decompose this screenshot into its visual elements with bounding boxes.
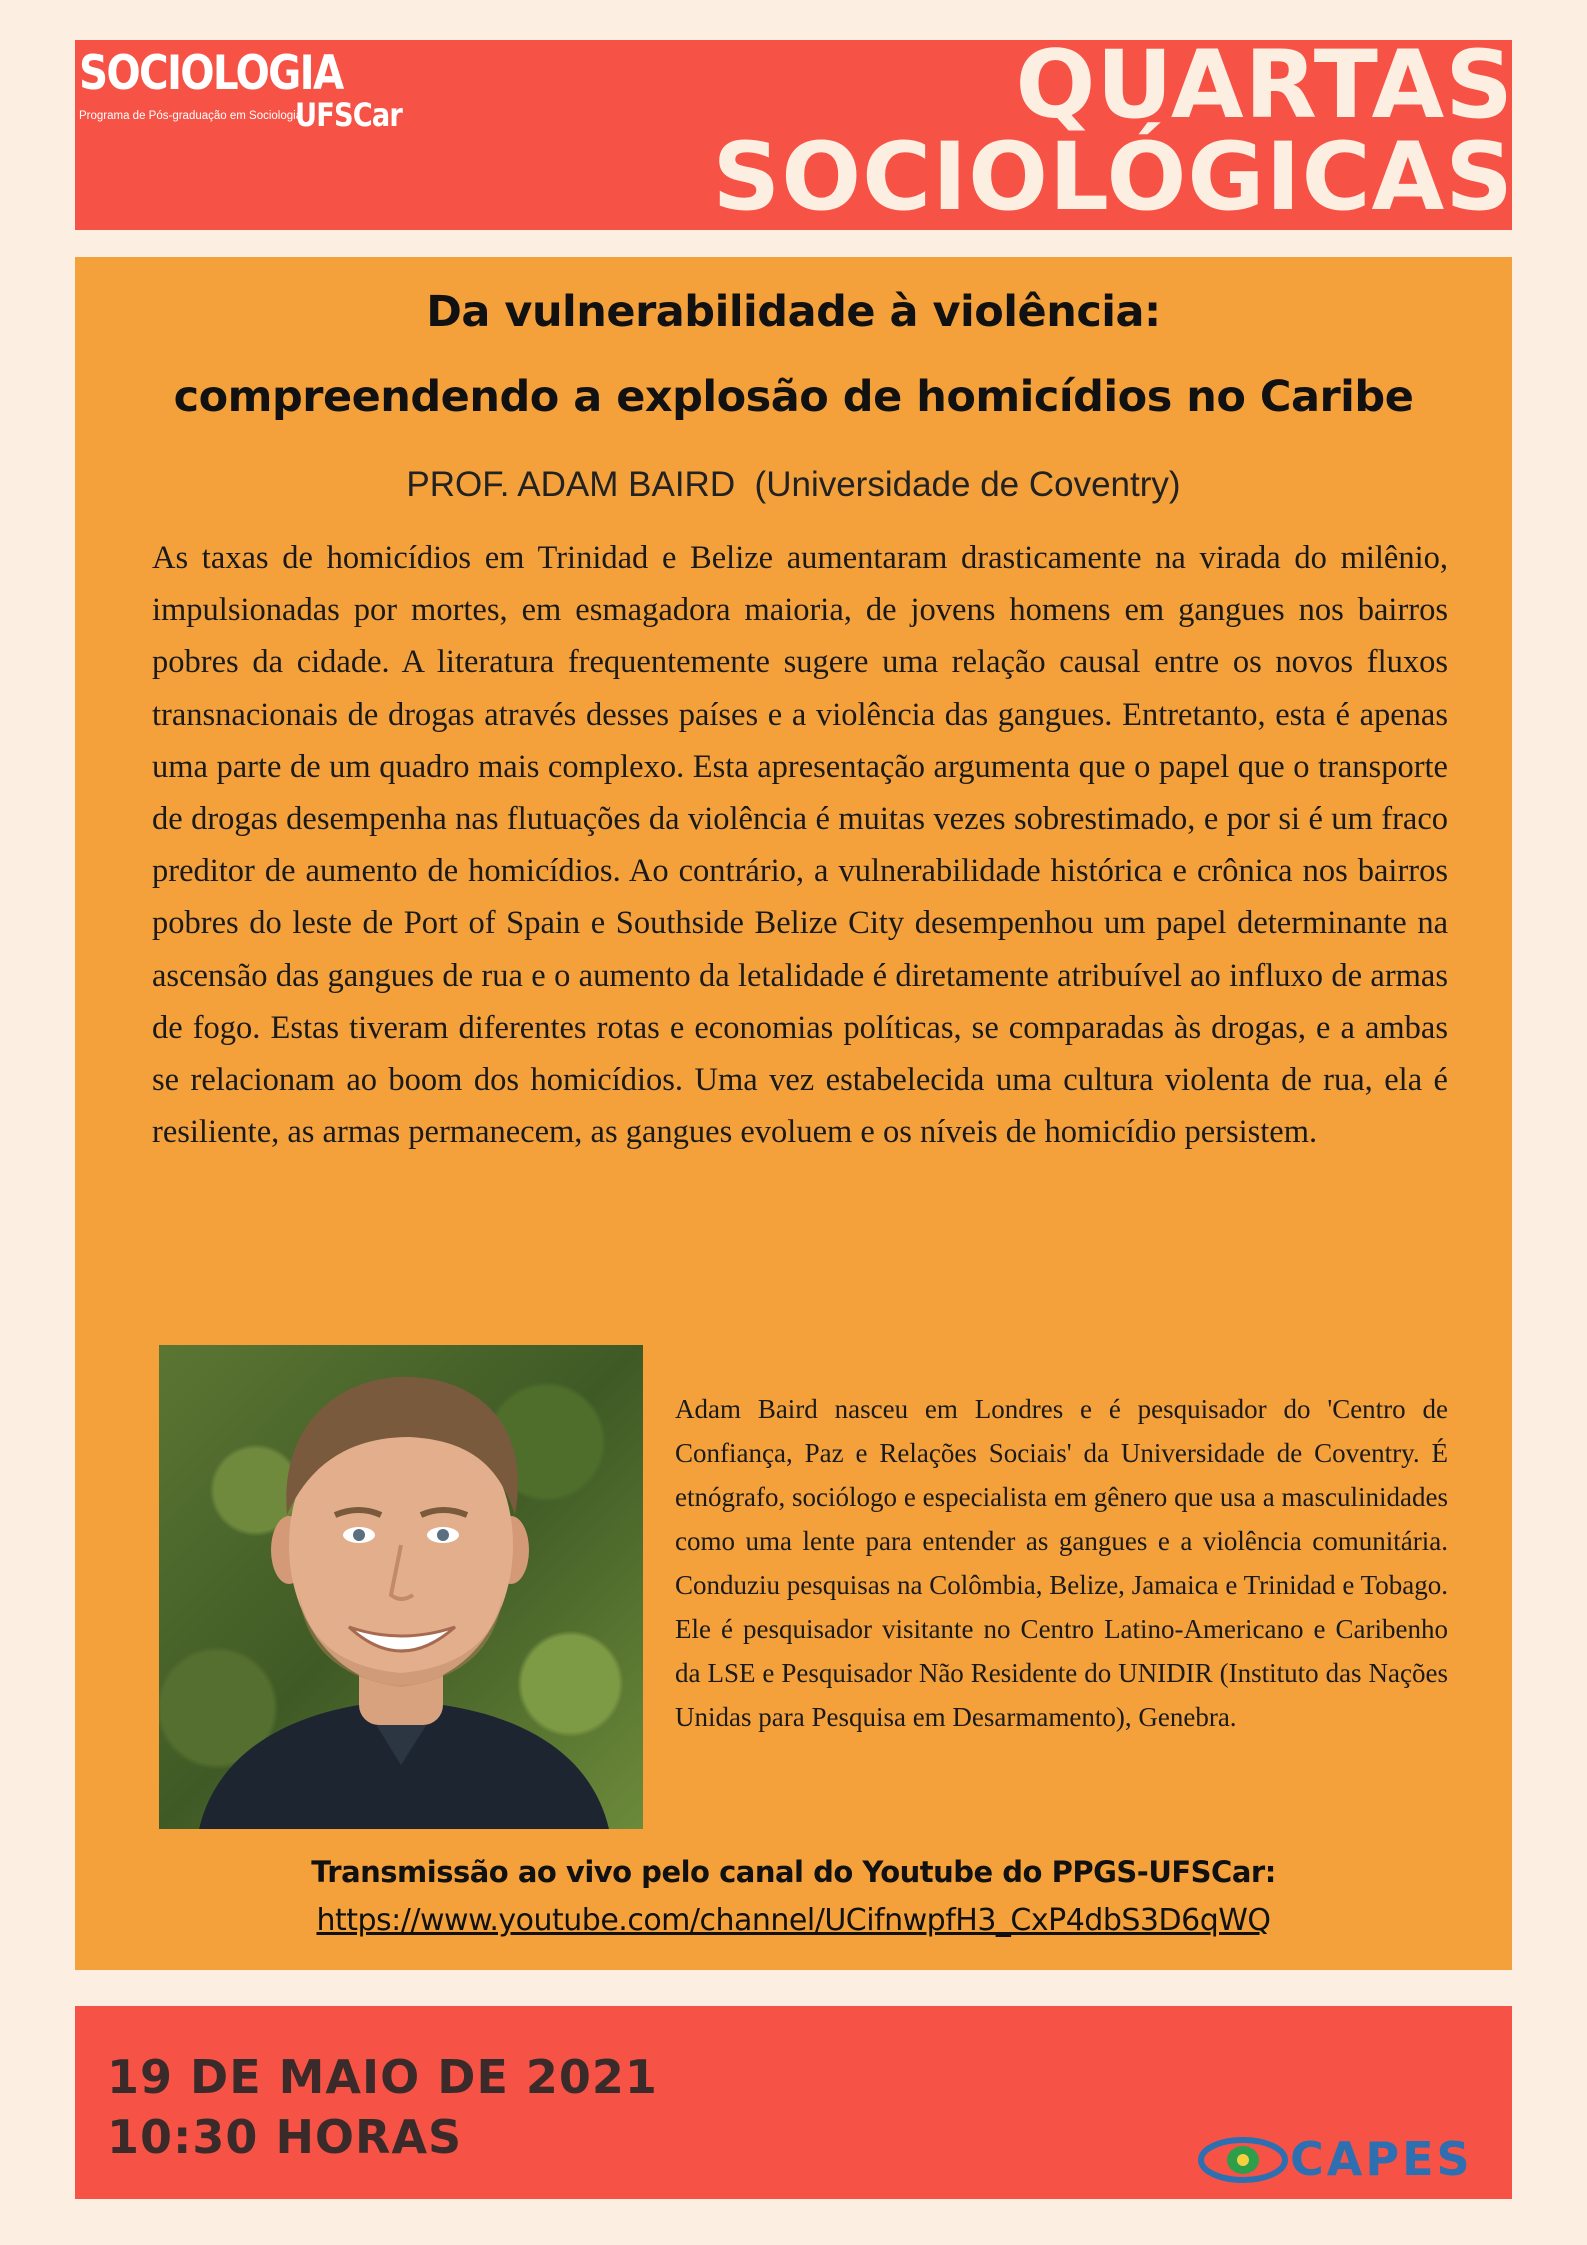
talk-panel (75, 257, 1512, 1970)
youtube-channel-link[interactable]: https://www.youtube.com/channel/UCifnwpfH3_CxP4dbS3D6qWQ (316, 1903, 1271, 1938)
speaker-bio: Adam Baird nasceu em Londres e é pesquisador do 'Centro de Confiança, Paz e Relações Sociais' da Universidade de Coventry. É etnógrafo, sociólogo e especialista em gênero que usa a masculinidades como uma lente para entender as gangues e a violência comunitária. Conduziu pesquisas na Colômbia, Belize, Jamaica e Trinidad e Tobago. Ele é pesquisador visitante no Centro Latino-Americano e Caribenho da LSE e Pesquisador Não Residente do UNIDIR (Instituto das Nações Unidas para Pesquisa em Desarmamento), Genebra. (675, 1394, 1448, 1732)
talk-title-line-2: compreendendo a explosão de homicídios no Caribe (173, 372, 1414, 422)
speaker-name: PROF. ADAM BAIRD (Universidade de Coventry) (406, 465, 1181, 504)
header-banner (75, 31, 1514, 232)
event-time: 10:30 HORAS (107, 2110, 463, 2164)
capes-text: CAPES (1290, 2132, 1473, 2186)
footer-banner (75, 2006, 1512, 2199)
speaker-portrait-icon (159, 1345, 643, 1829)
stream-label: Transmissão ao vivo pelo canal do Youtube do PPGS-UFSCar: (311, 1855, 1276, 1889)
capes-eye-icon (1198, 2132, 1288, 2188)
title-line-2: SOCIOLÓGICAS (712, 123, 1514, 232)
speaker-photo (159, 1345, 643, 1829)
title-line-1: QUARTAS (1015, 31, 1514, 140)
logo-subtitle: Programa de Pós-graduação em Sociologia (79, 110, 303, 122)
event-series-title (712, 31, 1515, 232)
talk-title-line-1: Da vulnerabilidade à violência: (426, 287, 1161, 337)
logo-main-text: SOCIOLOGIA (79, 46, 343, 101)
talk-abstract: As taxas de homicídios em Trinidad e Belize aumentaram drasticamente na virada do milênio, impulsionadas por mortes, em esmagadora maioria, de jovens homens em gangues nos bairros pobres da cidade. A literatura frequentemente sugere uma relação causal entre os novos fluxos transnacionais de drogas através desses países e a violência das gangues. Entretanto, esta é apenas uma parte de um quadro mais complexo. Esta apresentação argumenta que o papel que o transporte de drogas desempenha nas flutuações da violência é muitas vezes sobrestimado, e por si é um fraco preditor de aumento de homicídios. Ao contrário, a vulnerabilidade histórica e crônica nos bairros pobres do leste de Port of Spain e Southside Belize City desempenhou um papel determinante na ascensão das gangues de rua e o aumento da letalidade é diretamente atribuível ao influxo de armas de fogo. Estas tiveram diferentes rotas e economias políticas, se comparadas às drogas, e a ambas se relacionam ao boom dos homicídios. Uma vez estabelecida uma cultura violenta de rua, ela é resiliente, as armas permanecem, as gangues evoluem e os níveis de homicídio persistem. (152, 540, 1448, 1151)
capes-logo (1198, 2130, 1498, 2190)
logo-institution: UFSCar (295, 96, 402, 134)
event-date: 19 DE MAIO DE 2021 (107, 2050, 658, 2104)
sociologia-ufscar-logo (77, 42, 417, 142)
